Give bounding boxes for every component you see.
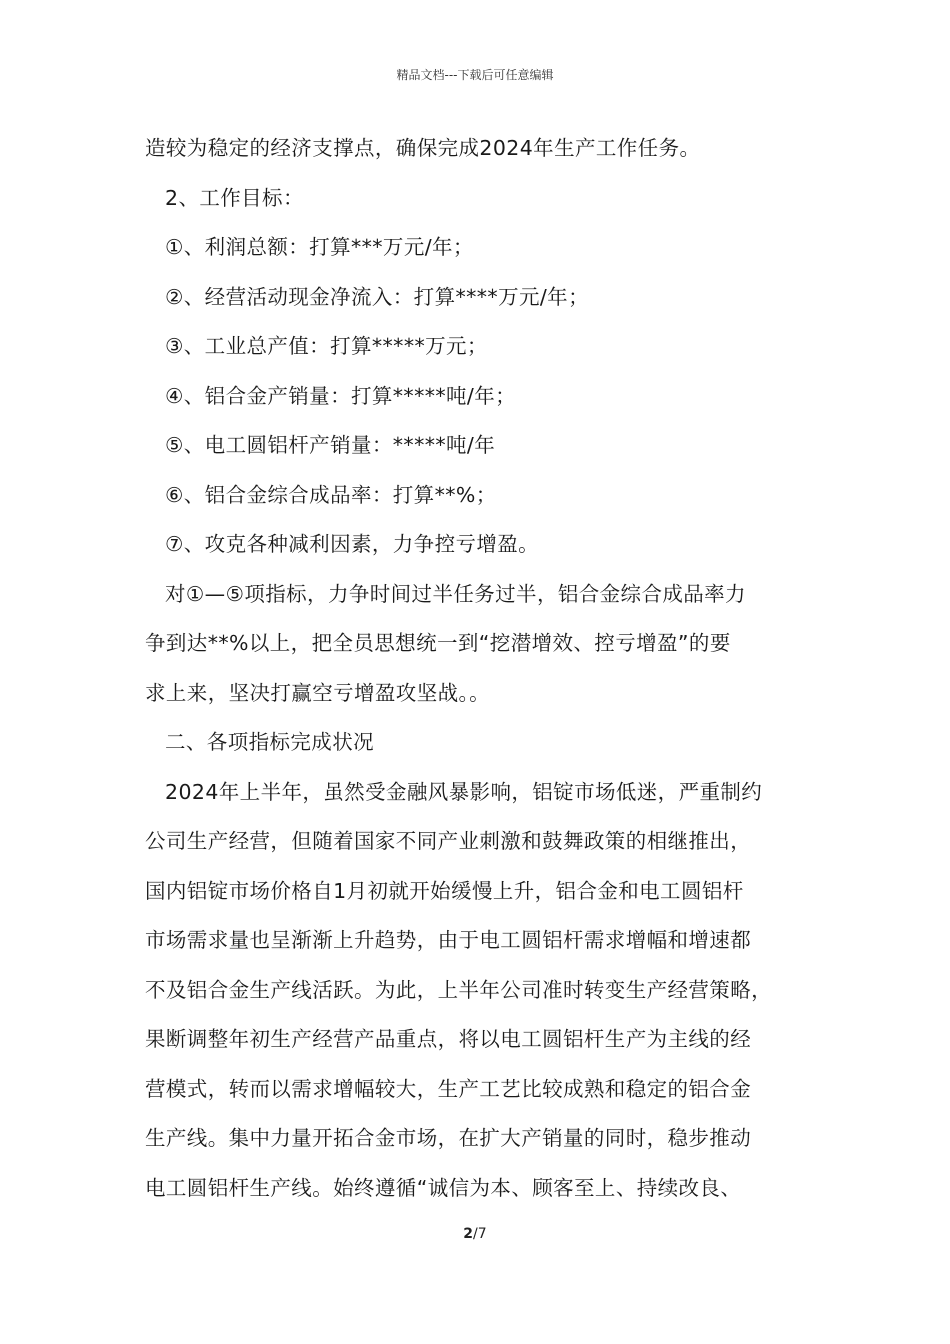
text-line: 营模式，转而以需求增幅较大，生产工艺比较成熟和稳定的铝合金 — [145, 1076, 752, 1101]
text-line: ③、工业总产值：打算*****万元； — [165, 334, 488, 358]
text-line: ①、利润总额：打算***万元/年； — [165, 235, 474, 259]
document-body — [145, 124, 810, 1213]
text-line: 对①—⑤项指标，力争时间过半任务过半，铝合金综合成品率力 — [165, 581, 746, 606]
text-line: ⑥、铝合金综合成品率：打算**%； — [165, 482, 497, 507]
text-line: 公司生产经营，但随着国家不同产业刺激和鼓舞政策的相继推出， — [145, 829, 752, 853]
text-line: ⑤、电工圆铝杆产销量：*****吨/年 — [165, 433, 496, 457]
page-header: 精品文档---下载后可任意编辑 — [396, 68, 554, 82]
text-line: 不及铝合金生产线活跃。为此，上半年公司准时转变生产经营策略， — [145, 977, 772, 1002]
text-line: 争到达**%以上，把全员思想统一到“挖潜增效、控亏增盈”的要 — [145, 631, 731, 655]
text-line: ⑦、攻克各种减利因素，力争控亏增盈。 — [165, 532, 540, 556]
text-line: 生产线。集中力量开拓合金市场，在扩大产销量的同时，稳步推动 — [145, 1126, 752, 1150]
text-line: 2024年上半年，虽然受金融风暴影响，铝锭市场低迷，严重制约 — [165, 779, 763, 804]
text-line: 求上来，坚决打赢空亏增盈攻坚战。。 — [145, 680, 491, 705]
text-line: 国内铝锭市场价格自1月初就开始缓慢上升，铝合金和电工圆铝杆 — [145, 878, 744, 903]
text-line: 2、工作目标： — [165, 185, 304, 210]
text-line: 市场需求量也呈渐渐上升趋势，由于电工圆铝杆需求增幅和增速都 — [145, 928, 752, 952]
current-page: 2 — [463, 1226, 474, 1242]
text-line: ②、经营活动现金净流入：打算****万元/年； — [165, 284, 589, 309]
page-number — [0, 1226, 950, 1242]
total-pages: 7 — [477, 1226, 487, 1242]
text-line: ④、铝合金产销量：打算*****吨/年； — [165, 383, 517, 408]
page-separator: / — [473, 1226, 478, 1242]
text-line: 造较为稳定的经济支撑点，确保完成2024年生产工作任务。 — [145, 136, 701, 160]
section-heading: 二、各项指标完成状况 — [165, 730, 374, 754]
text-line: 电工圆铝杆生产线。始终遵循“诚信为本、顾客至上、持续改良、 — [145, 1175, 742, 1200]
text-line: 果断调整年初生产经营产品重点，将以电工圆铝杆生产为主线的经 — [145, 1027, 752, 1051]
